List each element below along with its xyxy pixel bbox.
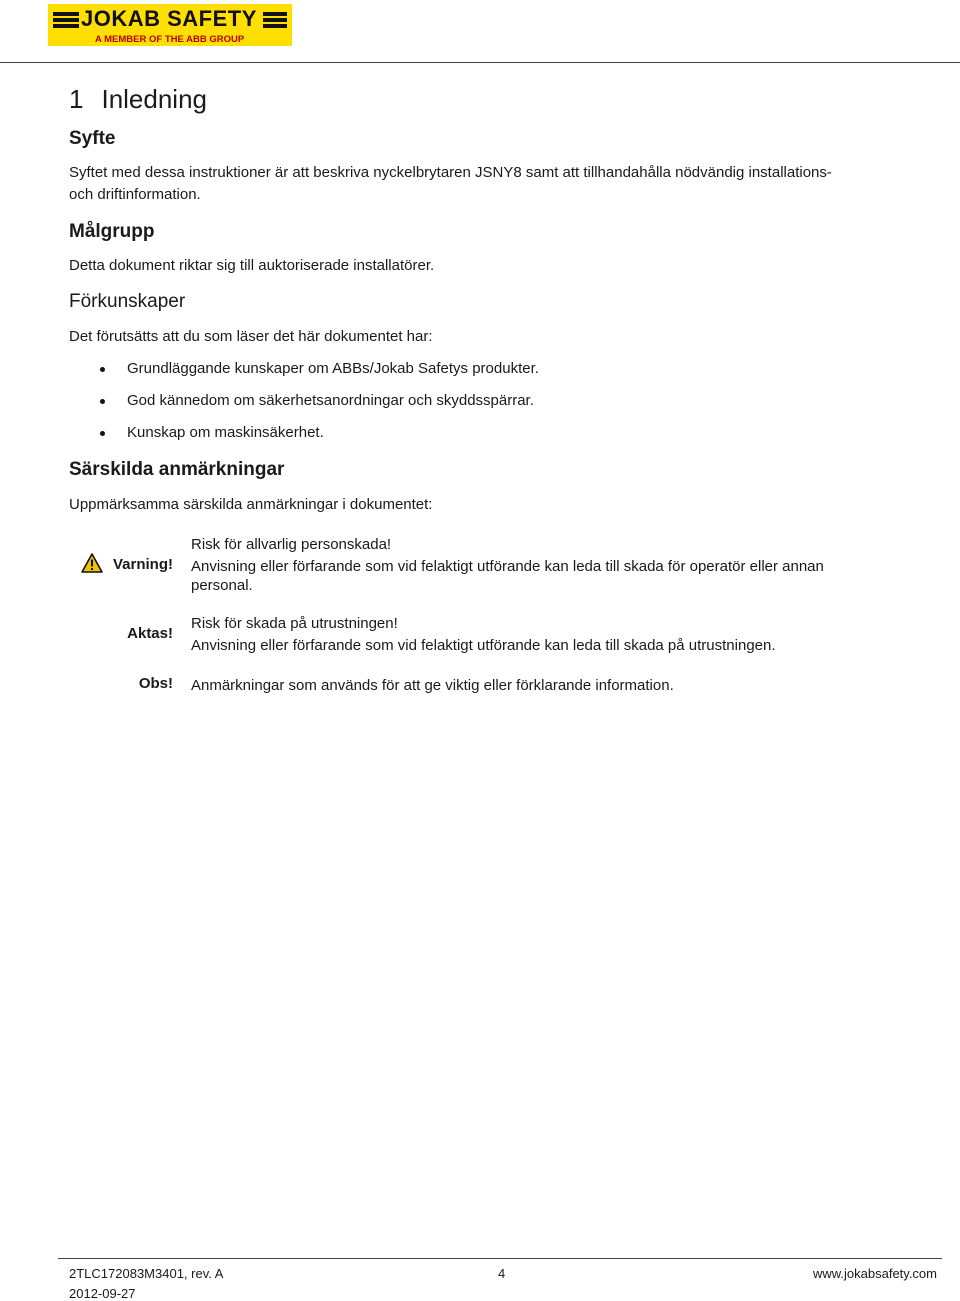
logo-tagline: A MEMBER OF THE ABB GROUP bbox=[95, 34, 245, 45]
footer-website-link[interactable]: www.jokabsafety.com bbox=[812, 1266, 937, 1281]
note-line: personal. bbox=[191, 577, 253, 594]
note-line: Risk för skada på utrustningen! bbox=[191, 615, 398, 632]
bullet-icon bbox=[100, 367, 105, 372]
warning-triangle-icon bbox=[81, 553, 103, 573]
forkunskaper-heading: Förkunskaper bbox=[69, 291, 186, 312]
note-line: Anvisning eller förfarande som vid felaktigt utförande kan leda till skada för operatör eller annan bbox=[191, 558, 824, 575]
footer-page-number: 4 bbox=[498, 1266, 506, 1281]
note-label-aktas: Aktas! bbox=[127, 625, 173, 642]
bullet-icon bbox=[100, 399, 105, 404]
malgrupp-heading: Målgrupp bbox=[69, 221, 155, 242]
footer-divider bbox=[58, 1258, 942, 1259]
logo-stripes-right-icon bbox=[263, 12, 287, 32]
anmarkningar-intro: Uppmärksamma särskilda anmärkningar i dokumentet: bbox=[69, 496, 433, 513]
note-line: Anvisning eller förfarande som vid felaktigt utförande kan leda till skada på utrustningen. bbox=[191, 637, 776, 654]
forkunskaper-item: Kunskap om maskinsäkerhet. bbox=[127, 424, 324, 441]
note-line: Anmärkningar som används för att ge viktig eller förklarande information. bbox=[191, 677, 674, 694]
header-divider bbox=[0, 62, 960, 63]
syfte-text-line-1: Syftet med dessa instruktioner är att beskriva nyckelbrytaren JSNY8 samt att tillhandahålla nödvändig installations- bbox=[69, 164, 832, 181]
bullet-icon bbox=[100, 431, 105, 436]
footer-doc-id: 2TLC172083M3401, rev. A bbox=[69, 1266, 224, 1281]
jokab-safety-logo bbox=[48, 4, 292, 46]
logo-stripes-left-icon bbox=[53, 12, 79, 32]
anmarkningar-heading: Särskilda anmärkningar bbox=[69, 459, 285, 480]
syfte-text-line-2: och driftinformation. bbox=[69, 186, 201, 203]
note-label-varning: Varning! bbox=[112, 556, 173, 573]
footer-date: 2012-09-27 bbox=[69, 1286, 136, 1301]
malgrupp-text: Detta dokument riktar sig till auktoriserade installatörer. bbox=[69, 257, 435, 274]
note-label-obs: Obs! bbox=[138, 675, 173, 692]
syfte-heading: Syfte bbox=[69, 128, 116, 149]
section-heading bbox=[69, 84, 207, 115]
forkunskaper-item: Grundläggande kunskaper om ABBs/Jokab Safetys produkter. bbox=[127, 360, 539, 377]
forkunskaper-intro: Det förutsätts att du som läser det här dokumentet har: bbox=[69, 328, 433, 345]
section-number: 1 bbox=[69, 84, 84, 114]
section-title: Inledning bbox=[101, 84, 208, 114]
logo-name: JOKAB SAFETY bbox=[81, 6, 257, 31]
note-line: Risk för allvarlig personskada! bbox=[191, 536, 392, 553]
forkunskaper-item: God kännedom om säkerhetsanordningar och skyddsspärrar. bbox=[127, 392, 534, 409]
